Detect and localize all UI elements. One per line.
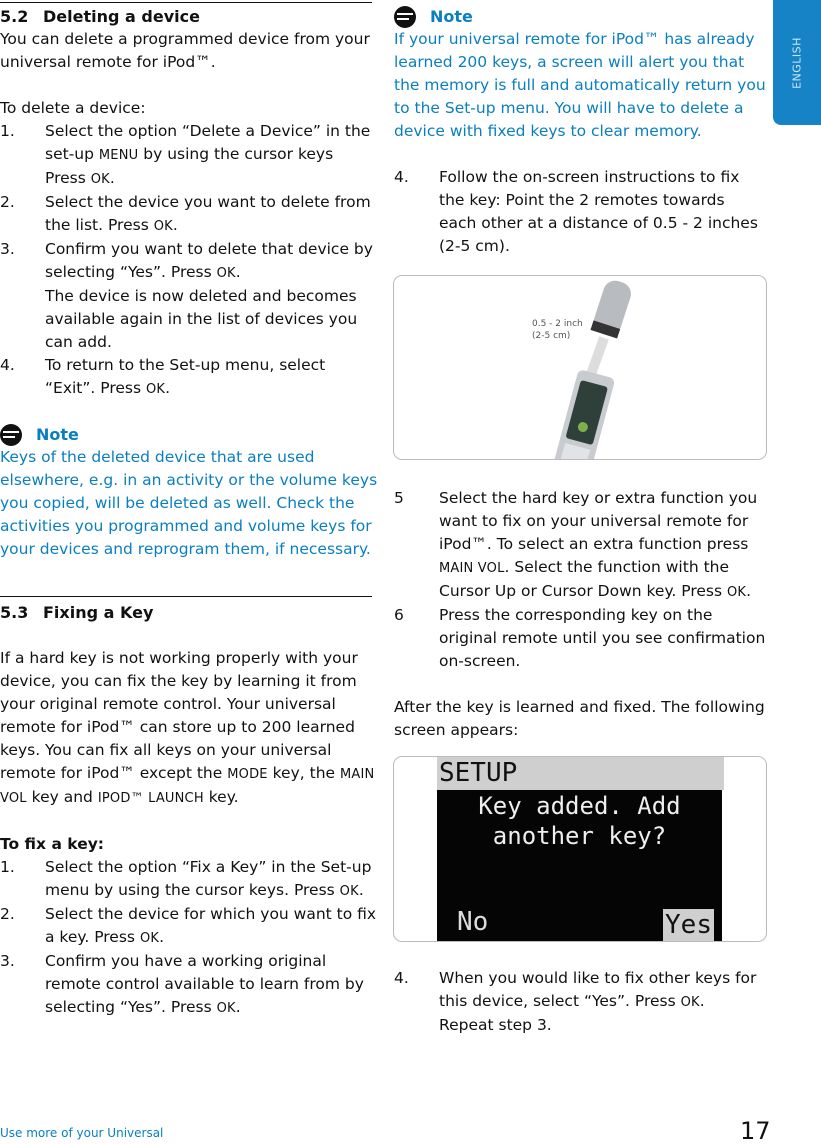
step-4-repeat <box>394 967 770 1037</box>
step-text: Select the hard key or extra function you want to fix on your universal remote for iPod™. To select an extra function press MAIN VOL. Select the function with the Cursor Up or Cursor Down key. Press OK. <box>439 489 758 600</box>
step-3 <box>0 950 378 1020</box>
after-text: After the key is learned and fixed. The following screen appears: <box>394 698 765 739</box>
language-label: ENGLISH <box>790 36 804 89</box>
step-4 <box>0 354 378 401</box>
step-number: 1. <box>0 858 15 876</box>
step-number: 4. <box>394 969 409 987</box>
subheading: To fix a key: <box>0 835 105 853</box>
step-number: 6 <box>394 606 404 624</box>
section-heading <box>0 601 378 624</box>
step-text: Select the device for which you want to fix a key. Press OK. <box>45 905 377 946</box>
note-heading <box>0 423 378 446</box>
step-number: 3. <box>0 952 15 970</box>
section-divider <box>0 2 372 3</box>
lcd-title: SETUP <box>437 757 724 790</box>
intro-text: You can delete a programmed device from your universal remote for iPod™. <box>0 30 370 71</box>
note-label: Note <box>430 7 473 26</box>
step-2 <box>0 191 378 238</box>
lcd-yes-option: Yes <box>665 910 712 940</box>
section-number: 5.2 <box>0 7 29 26</box>
step-text: Press the corresponding key on the original remote until you see confirmation on-screen. <box>439 606 766 670</box>
step-number: 1. <box>0 122 15 140</box>
step-text: Confirm you want to delete that device by selecting “Yes”. Press OK. The device is now deleted and becomes available again in the list of devices you can add. <box>45 240 373 351</box>
step-text: Select the option “Delete a Device” in the set-up MENU by using the cursor keys Press OK. <box>45 122 371 187</box>
setup-screen-figure <box>393 756 767 942</box>
note-icon <box>0 424 22 446</box>
step-2 <box>0 903 378 950</box>
step-text: When you would like to fix other keys for this device, select “Yes”. Press OK. Repeat step 3. <box>439 969 757 1034</box>
section-5-3 <box>0 601 378 1020</box>
note-label: Note <box>36 425 79 444</box>
section-heading <box>0 5 378 28</box>
remotes-distance-figure <box>393 275 767 460</box>
section-title: Deleting a device <box>43 7 200 26</box>
footer-section-title: Use more of your Universal <box>0 1126 164 1140</box>
intro-text: If a hard key is not working properly with your device, you can fix the key by learning it from your original remote control. Your universal remote for iPod™ can store up to 200 learned keys. You can fix all keys on your universal remote for iPod™ except the MODE key, the MAIN VOL key and IPOD™ LAUNCH key. <box>0 649 375 806</box>
step-number: 3. <box>0 240 15 258</box>
section-divider <box>0 596 372 597</box>
note-icon <box>394 6 416 28</box>
step-text: Select the option “Fix a Key” in the Set-up menu by using the cursor keys. Press OK. <box>45 858 372 899</box>
step-text: Confirm you have a working original remote control available to learn from by selecting “Yes”. Press OK. <box>45 952 364 1016</box>
step-3 <box>0 238 378 354</box>
step-1 <box>0 856 378 903</box>
right-column-top <box>394 5 766 258</box>
step-number: 4. <box>0 356 15 374</box>
step-1 <box>0 120 378 191</box>
step-text: Follow the on-screen instructions to fix the key: Point the 2 remotes towards each other at a distance of 0.5 - 2 inches (2-5 cm). <box>439 168 758 255</box>
svg-text:0.5 - 2 inch: 0.5 - 2 inch <box>532 319 583 329</box>
section-5-2 <box>0 5 378 561</box>
lcd-message: Key added. Add another key? <box>478 792 681 850</box>
remotes-illustration <box>394 276 766 459</box>
section-number: 5.3 <box>0 603 29 622</box>
step-text: Select the device you want to delete from the list. Press OK. <box>45 193 371 234</box>
note-text: If your universal remote for iPod™ has already learned 200 keys, a screen will alert you that the memory is full and automatically return you to the Set-up menu. You will have to delete a device with fixed keys to clear memory. <box>394 30 766 140</box>
step-text: To return to the Set-up menu, select “Exit”. Press OK. <box>45 356 326 397</box>
subheading: To delete a device: <box>0 99 146 117</box>
right-column-middle <box>394 487 770 742</box>
step-number: 2. <box>0 905 15 923</box>
language-tab <box>773 0 821 125</box>
step-number: 5 <box>394 489 404 507</box>
step-4 <box>394 166 766 258</box>
lcd-no-option: No <box>457 907 489 937</box>
right-column-bottom <box>394 967 770 1037</box>
step-number: 4. <box>394 168 409 186</box>
step-6 <box>394 604 770 673</box>
note-heading <box>394 5 766 28</box>
section-title: Fixing a Key <box>43 603 154 622</box>
note-text: Keys of the deleted device that are used elsewhere, e.g. in an activity or the volume keys you copied, will be deleted as well. Check the activities you programmed and volume keys for your devices and reprogram them, if necessary. <box>0 448 378 558</box>
page-number: 17 <box>740 1117 771 1145</box>
step-5 <box>394 487 770 604</box>
step-number: 2. <box>0 193 15 211</box>
svg-text:(2-5 cm): (2-5 cm) <box>532 331 571 341</box>
lcd-screen <box>437 757 722 941</box>
